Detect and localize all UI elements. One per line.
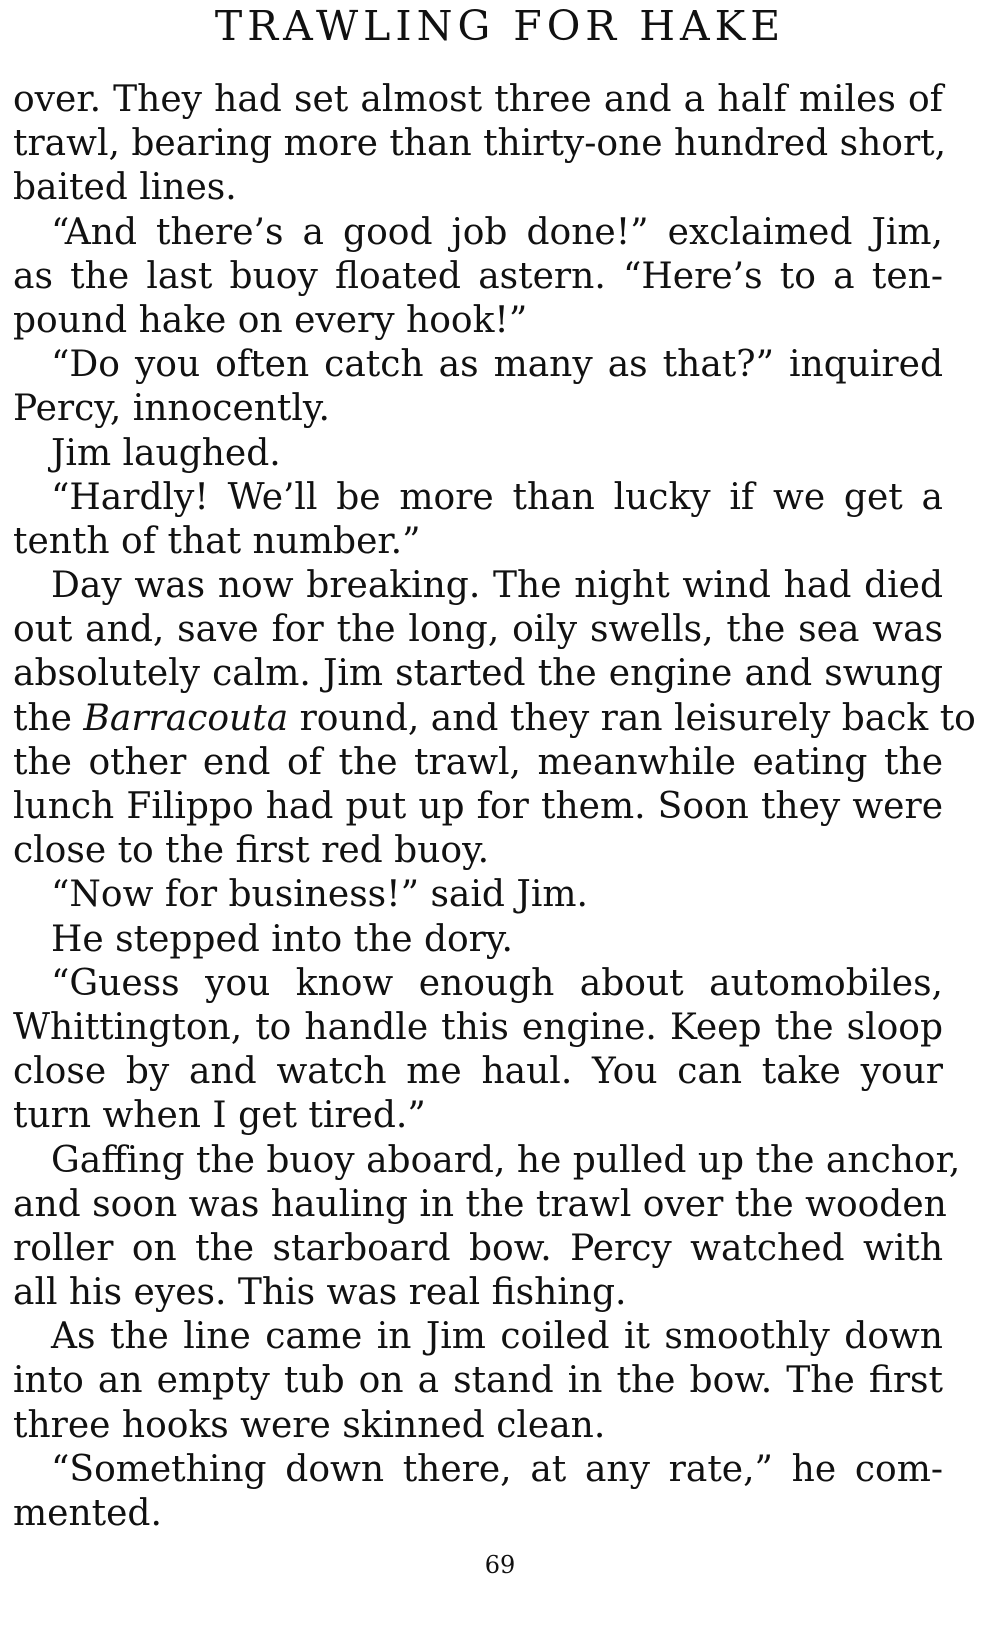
- text-line: As the line came in Jim coiled it smoothly down: [51, 1316, 943, 1358]
- text-line: lunch Filippo had put up for them. Soon they were: [13, 786, 943, 827]
- text-line: “And there’s a good job done!” exclaimed Jim,: [51, 211, 943, 253]
- text-line: baited lines.: [13, 167, 237, 209]
- text-line: close by and watch me haul. You can take your: [13, 1051, 943, 1093]
- text-line: “Guess you know enough about automobiles,: [51, 962, 943, 1004]
- text-line: roller on the starboard bow. Percy watched with: [13, 1227, 943, 1269]
- text-line: the Barracouta round, and they ran leisurely back to: [13, 697, 976, 739]
- text-line: into an empty tub on a stand in the bow. The first: [13, 1360, 943, 1402]
- text-line: Gaffing the buoy aboard, he pulled up the anchor,: [51, 1139, 961, 1181]
- text-line: trawl, bearing more than thirty-one hundred short,: [13, 123, 947, 165]
- text-line: “Now for business!” said Jim.: [51, 874, 588, 916]
- text-line: Day was now breaking. The night wind had died: [51, 565, 943, 607]
- text-line: Jim laughed.: [51, 432, 281, 474]
- text-line: “Something down there, at any rate,” he com-: [51, 1448, 943, 1490]
- text-line: tenth of that number.”: [13, 520, 421, 562]
- text-line: absolutely calm. Jim started the engine and swung: [13, 653, 943, 695]
- text-line: close to the first red buoy.: [13, 830, 490, 872]
- body-text: [13, 78, 976, 1536]
- text-line: “Do you often catch as many as that?” inquired: [51, 344, 943, 386]
- text-line: out and, save for the long, oily swells, the sea was: [13, 609, 943, 651]
- text-line: turn when I get tired.”: [13, 1095, 426, 1137]
- text-line: Whittington, to handle this engine. Keep the sloop: [13, 1006, 943, 1048]
- page-number: 69: [484, 1551, 516, 1579]
- text-line: Percy, innocently.: [13, 388, 330, 430]
- text-line: as the last buoy floated astern. “Here’s to a ten-: [13, 255, 943, 297]
- text-line: over. They had set almost three and a half miles of: [13, 79, 943, 120]
- text-line: all his eyes. This was real fishing.: [13, 1272, 627, 1314]
- text-line: “Hardly! We’ll be more than lucky if we get a: [51, 476, 943, 518]
- running-head: TRAWLING FOR HAKE: [214, 2, 786, 50]
- text-line: pound hake on every hook!”: [13, 299, 528, 341]
- text-line: and soon was hauling in the trawl over the wooden: [13, 1183, 947, 1225]
- text-line: mented.: [13, 1493, 162, 1534]
- text-line: He stepped into the dory.: [51, 918, 513, 960]
- text-line: three hooks were skinned clean.: [13, 1404, 606, 1446]
- text-line: the other end of the trawl, meanwhile eating the: [13, 741, 943, 783]
